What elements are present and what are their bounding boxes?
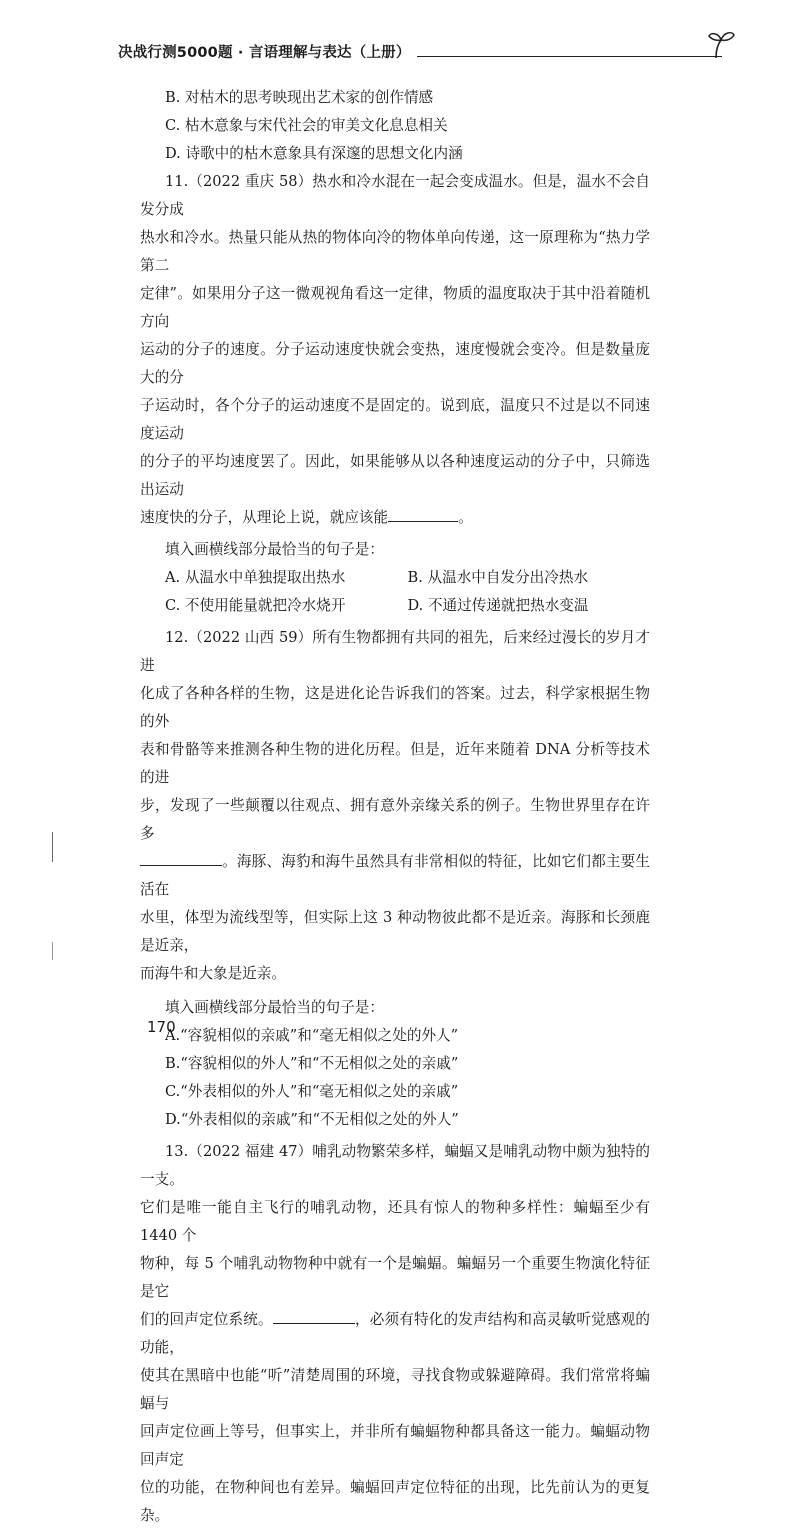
q13-line: 使其在黑暗中也能“听”清楚周围的环境，寻找食物或躲避障碍。我们常常将蝙蝠与 xyxy=(140,1367,650,1412)
q11-line: 11.（2022 重庆 58）热水和冷水混在一起会变成温水。但是，温水不会自发分成 xyxy=(140,173,650,218)
question-12 xyxy=(140,624,650,1134)
q11-line: 定律”。如果用分子这一微观视角看这一定律，物质的温度取决于其中沿着随机方向 xyxy=(140,285,650,330)
q11-option-c: C. 不使用能量就把冷水烧开 xyxy=(165,597,346,614)
q13-text: ，必须有特化的发声结构和高灵敏听觉感观的功能， xyxy=(140,1311,650,1356)
sprout-icon xyxy=(706,28,736,62)
q11-options-row xyxy=(165,592,650,620)
q10-option-b: B. 对枯木的思考映现出艺术家的创作情感 xyxy=(165,89,434,106)
q13-line: 它们是唯一能自主飞行的哺乳动物，还具有惊人的物种多样性：蝙蝠至少有 1440 个 xyxy=(140,1199,650,1244)
q13-line: 位的功能，在物种间也有差异。蝙蝠回声定位特征的出现，比先前认为的更复杂。 xyxy=(140,1479,650,1524)
q12-text: 。海豚、海豹和海牛虽然具有非常相似的特征，比如它们都主要生活在 xyxy=(140,853,650,898)
page-body xyxy=(140,84,650,1530)
q12-option-b: B.“容貌相似的外人”和“不无相似之处的亲戚” xyxy=(165,1055,459,1072)
q13-line-with-blank xyxy=(140,1306,650,1362)
q12-line: 表和骨骼等来推测各种生物的进化历程。但是，近年来随着 DNA 分析等技术的进 xyxy=(140,741,650,786)
q12-line: 水里，体型为流线型等，但实际上这 3 种动物彼此都不是近亲。海豚和长颈鹿是近亲， xyxy=(140,909,650,954)
q12-line: 12.（2022 山西 59）所有生物都拥有共同的祖先，后来经过漫长的岁月才进 xyxy=(140,629,650,674)
q11-line: 子运动时，各个分子的运动速度不是固定的。说到底，温度只不过是以不同速度运动 xyxy=(140,397,650,442)
q11-line: 的分子的平均速度罢了。因此，如果能够从以各种速度运动的分子中，只筛选出运动 xyxy=(140,453,650,498)
q11-option-b: B. 从温水中自发分出冷热水 xyxy=(407,569,589,586)
running-header xyxy=(118,34,728,62)
answer-blank xyxy=(388,506,458,522)
q12-prompt: 填入画横线部分最恰当的句子是： xyxy=(165,999,384,1016)
answer-blank xyxy=(273,1308,355,1324)
q10-option-c: C. 枯木意象与宋代社会的审美文化息息相关 xyxy=(165,117,448,134)
q12-option-d: D.“外表相似的亲戚”和“不无相似之处的外人” xyxy=(165,1111,459,1128)
q11-option-d: D. 不通过传递就把热水变温 xyxy=(407,597,589,614)
q10-option-d: D. 诗歌中的枯木意象具有深邃的思想文化内涵 xyxy=(165,145,463,162)
q13-line: 13.（2022 福建 47）哺乳动物繁荣多样，蝙蝠又是哺乳动物中颇为独特的一支。 xyxy=(140,1143,650,1188)
q11-prompt: 填入画横线部分最恰当的句子是： xyxy=(165,541,384,558)
question-13 xyxy=(140,1138,650,1530)
q11-option-a: A. 从温水中单独提取出热水 xyxy=(165,569,346,586)
q11-options-row xyxy=(165,564,650,592)
question-11 xyxy=(140,168,650,620)
answer-blank xyxy=(140,850,222,866)
q13-text: 们的回声定位系统。 xyxy=(140,1311,273,1328)
q12-line: 步，发现了一些颠覆以往观点、拥有意外亲缘关系的例子。生物世界里存在许多 xyxy=(140,797,650,842)
q11-line-with-blank xyxy=(140,504,650,532)
q12-option-c: C.“外表相似的外人”和“毫无相似之处的亲戚” xyxy=(165,1083,459,1100)
q12-line: 化成了各种各样的生物，这是进化论告诉我们的答案。过去，科学家根据生物的外 xyxy=(140,685,650,730)
q11-text: 速度快的分子，从理论上说，就应该能 xyxy=(140,509,389,526)
page-number: 170 xyxy=(147,1018,176,1036)
q11-line: 运动的分子的速度。分子运动速度快就会变热，速度慢就会变冷。但是数量庞大的分 xyxy=(140,341,650,386)
q12-line: 而海牛和大象是近亲。 xyxy=(140,965,286,982)
header-rule xyxy=(417,56,722,57)
q13-line: 物种，每 5 个哺乳动物物种中就有一个是蝙蝠。蝙蝠另一个重要生物演化特征是它 xyxy=(140,1255,650,1300)
question-10-options xyxy=(140,84,650,168)
q11-line: 热水和冷水。热量只能从热的物体向冷的物体单向传递，这一原理称为“热力学第二 xyxy=(140,229,650,274)
q13-line: 回声定位画上等号，但事实上，并非所有蝙蝠物种都具备这一能力。蝙蝠动物回声定 xyxy=(140,1423,650,1468)
book-title: 决战行测5000题 · 言语理解与表达（上册） xyxy=(118,45,411,61)
q11-text: 。 xyxy=(458,509,473,526)
scan-margin-mark xyxy=(52,942,53,960)
scan-margin-mark xyxy=(52,832,53,862)
q12-line-with-blank xyxy=(140,848,650,904)
q12-option-a: A.“容貌相似的亲戚”和“毫无相似之处的外人” xyxy=(165,1027,459,1044)
